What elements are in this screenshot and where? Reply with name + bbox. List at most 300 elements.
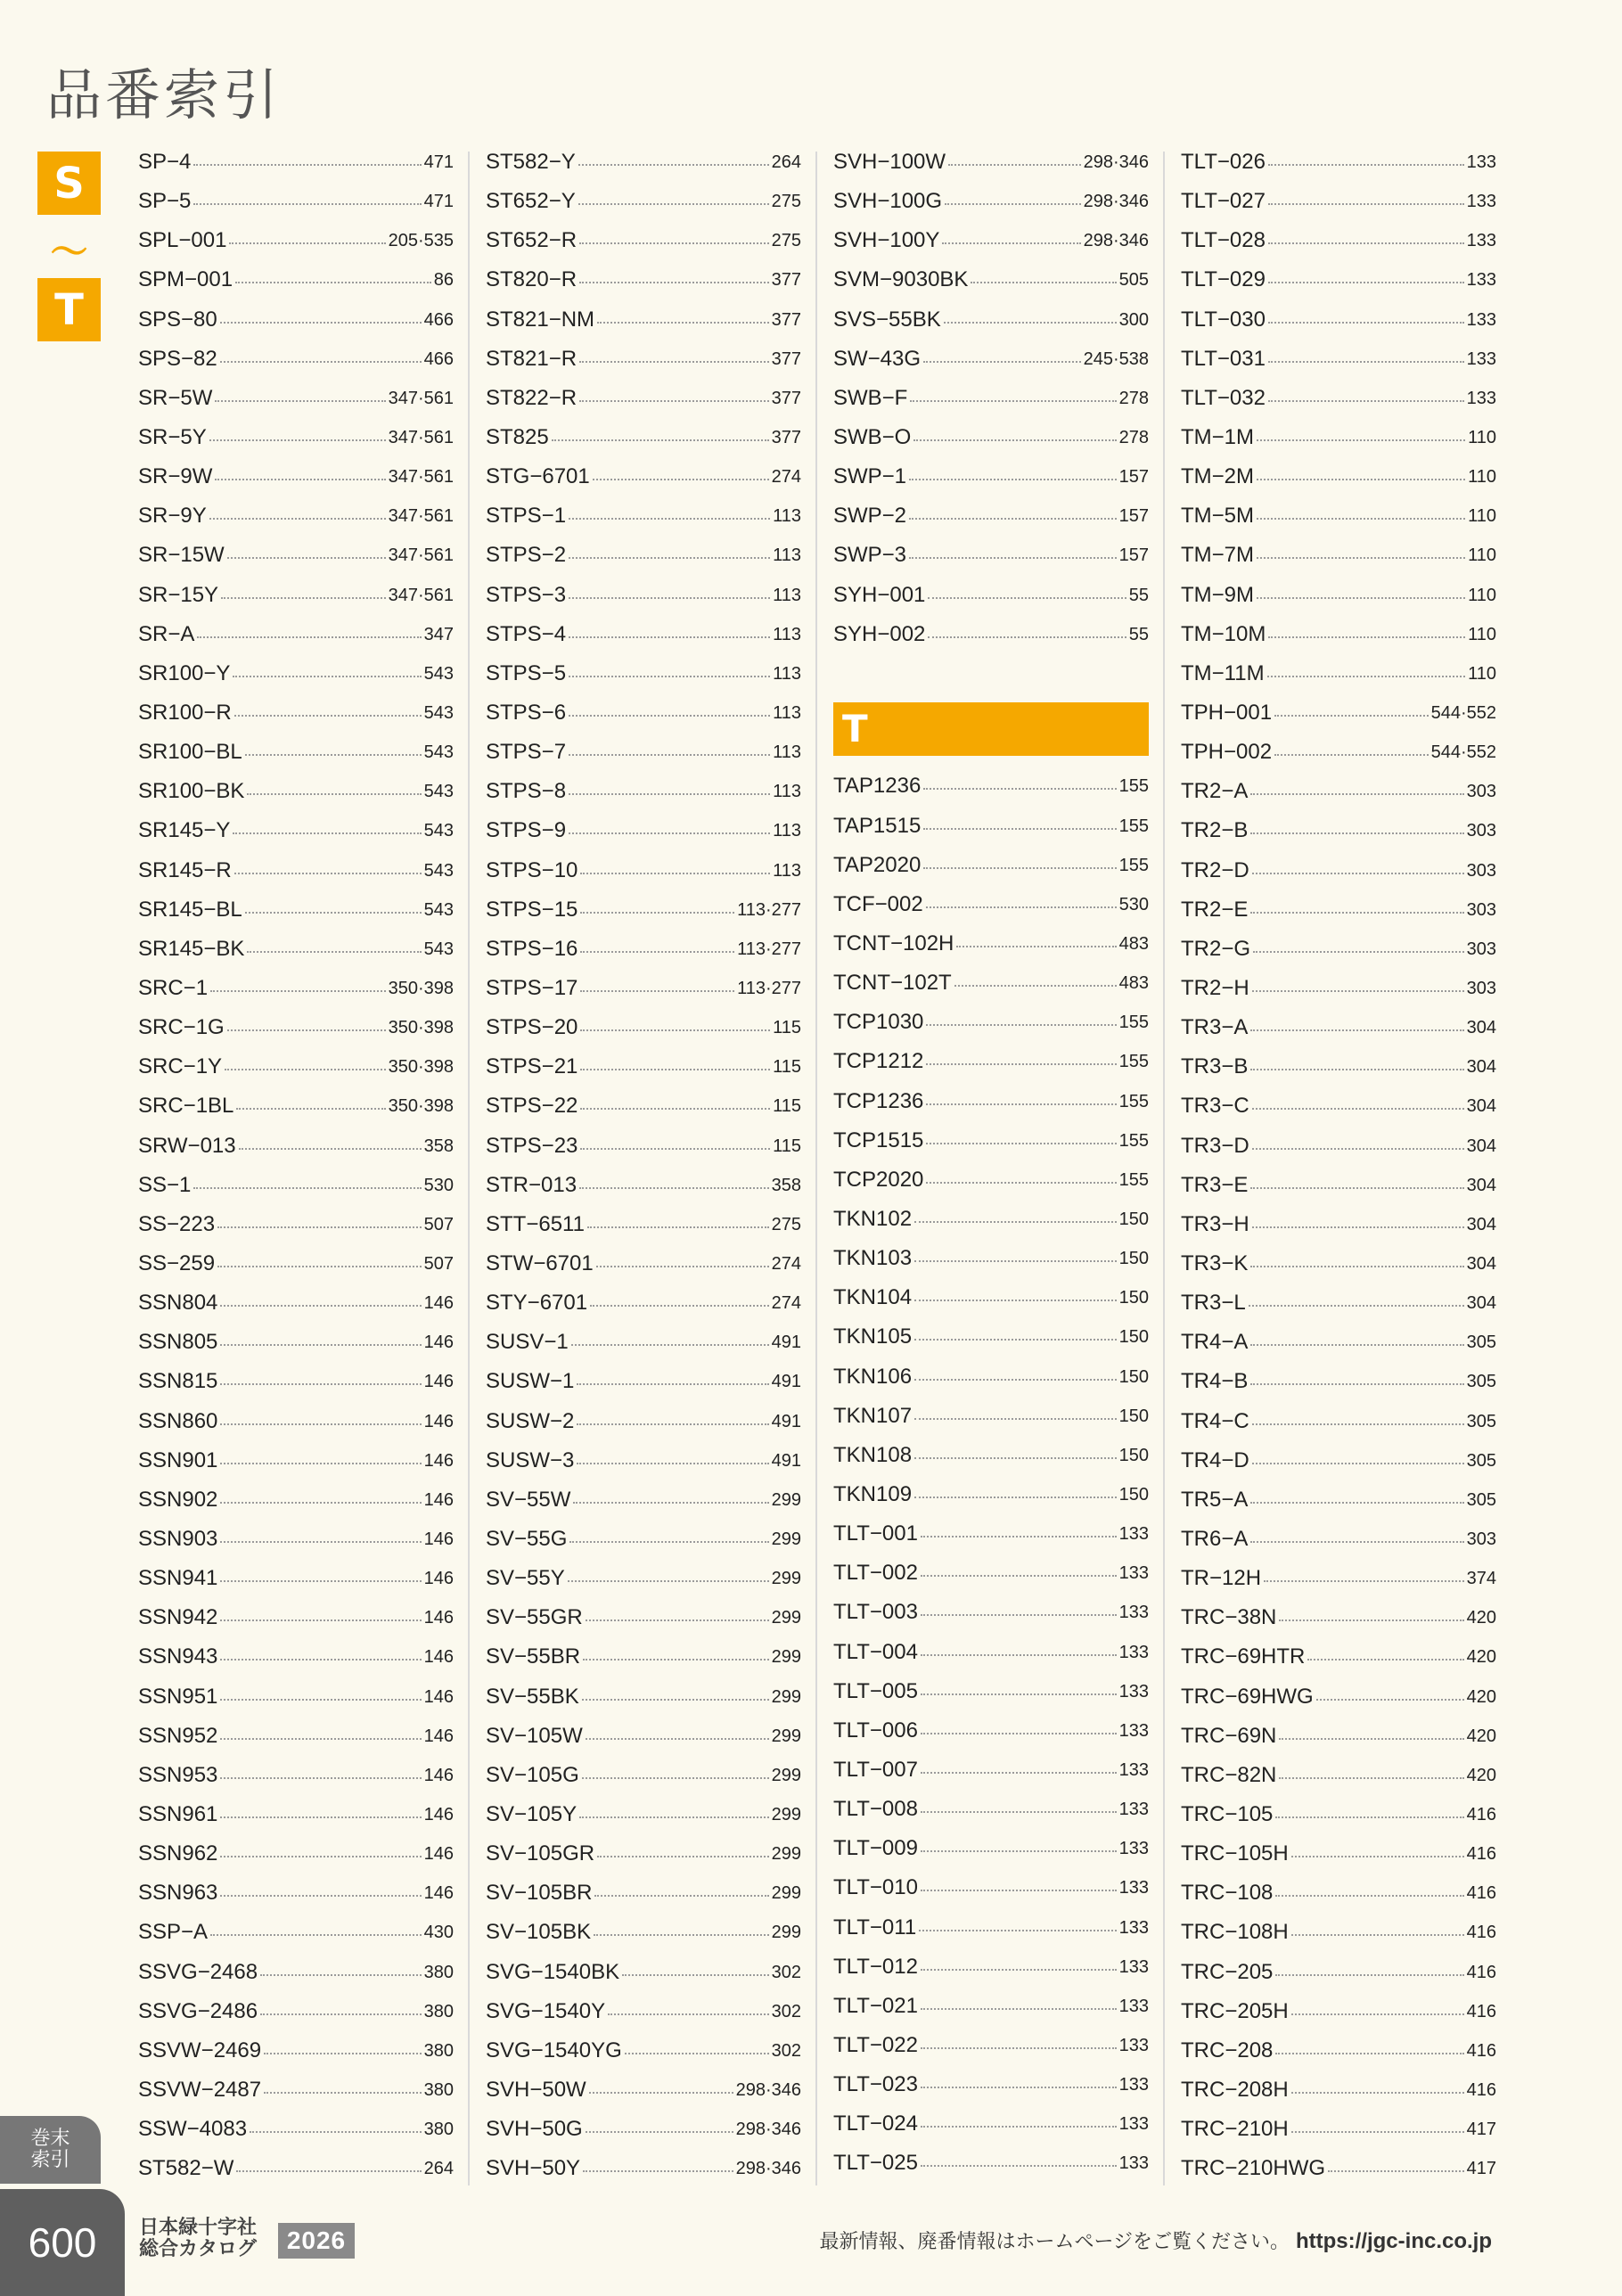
page-reference[interactable]: 155 <box>1118 1169 1149 1190</box>
page-reference[interactable]: 150 <box>1118 1327 1149 1348</box>
page-reference[interactable]: 347 <box>423 624 454 644</box>
page-reference[interactable]: 544·552 <box>1430 742 1496 763</box>
page-reference[interactable]: 491 <box>771 1332 801 1353</box>
index-entry[interactable] <box>833 1475 1149 1514</box>
page-reference[interactable]: 264 <box>423 2159 454 2179</box>
page-reference[interactable]: 299 <box>771 1883 801 1904</box>
index-entry[interactable] <box>1181 851 1496 890</box>
page-reference[interactable]: 113 <box>773 860 801 881</box>
index-entry[interactable] <box>1181 2070 1496 2110</box>
index-entry[interactable] <box>486 1637 801 1677</box>
page-reference[interactable]: 304 <box>1466 1018 1496 1038</box>
index-entry[interactable] <box>486 615 801 654</box>
page-reference[interactable]: 304 <box>1466 1136 1496 1156</box>
index-entry[interactable] <box>486 182 801 221</box>
index-entry[interactable] <box>1181 1637 1496 1677</box>
page-reference[interactable]: 150 <box>1118 1209 1149 1229</box>
page-reference[interactable]: 275 <box>771 192 801 212</box>
index-entry[interactable] <box>138 693 454 733</box>
page-reference[interactable]: 157 <box>1118 545 1149 566</box>
index-entry[interactable] <box>138 930 454 969</box>
index-entry[interactable] <box>833 1672 1149 1711</box>
index-entry[interactable] <box>833 143 1149 182</box>
index-entry[interactable] <box>1181 1913 1496 1952</box>
index-entry[interactable] <box>138 2110 454 2149</box>
index-entry[interactable] <box>833 1436 1149 1475</box>
index-entry[interactable] <box>833 1632 1149 1671</box>
page-reference[interactable]: 380 <box>423 2001 454 2021</box>
index-entry[interactable] <box>486 1402 801 1441</box>
page-reference[interactable]: 133 <box>1466 348 1496 369</box>
index-entry[interactable] <box>486 890 801 930</box>
page-reference[interactable]: 305 <box>1466 1489 1496 1510</box>
page-reference[interactable]: 417 <box>1466 2159 1496 2179</box>
index-entry[interactable] <box>833 418 1149 457</box>
index-entry[interactable] <box>486 379 801 418</box>
page-reference[interactable]: 133 <box>1118 1759 1149 1780</box>
page-reference[interactable]: 146 <box>423 1686 454 1707</box>
index-entry[interactable] <box>138 1677 454 1716</box>
page-reference[interactable]: 380 <box>423 2040 454 2061</box>
page-reference[interactable]: 110 <box>1468 467 1496 488</box>
index-entry[interactable] <box>138 1913 454 1952</box>
page-reference[interactable]: 358 <box>771 1175 801 1195</box>
page-reference[interactable]: 299 <box>771 1804 801 1824</box>
page-reference[interactable]: 299 <box>771 1608 801 1628</box>
index-entry[interactable] <box>833 807 1149 846</box>
index-entry[interactable] <box>486 2110 801 2149</box>
index-entry[interactable] <box>833 1987 1149 2026</box>
index-entry[interactable] <box>138 1952 454 1991</box>
index-letter-t-tab[interactable]: T <box>37 278 101 341</box>
page-reference[interactable]: 377 <box>771 388 801 408</box>
index-entry[interactable] <box>138 1166 454 1205</box>
page-reference[interactable]: 133 <box>1118 1524 1149 1545</box>
page-reference[interactable]: 377 <box>771 309 801 330</box>
index-entry[interactable] <box>486 1913 801 1952</box>
page-reference[interactable]: 113 <box>773 742 801 763</box>
index-entry[interactable] <box>833 1790 1149 1829</box>
page-reference[interactable]: 133 <box>1466 231 1496 251</box>
page-reference[interactable]: 302 <box>771 1962 801 1982</box>
page-reference[interactable]: 113 <box>773 506 801 527</box>
page-reference[interactable]: 86 <box>433 270 454 291</box>
index-entry[interactable] <box>486 1598 801 1637</box>
index-entry[interactable] <box>1181 1992 1496 2031</box>
index-entry[interactable] <box>1181 457 1496 496</box>
index-entry[interactable] <box>486 1874 801 1913</box>
page-reference[interactable]: 146 <box>423 1489 454 1510</box>
page-reference[interactable]: 113 <box>773 545 801 566</box>
page-reference[interactable]: 302 <box>771 2040 801 2061</box>
page-reference[interactable]: 303 <box>1466 782 1496 802</box>
index-entry[interactable] <box>1181 1008 1496 1047</box>
index-entry[interactable] <box>486 143 801 182</box>
index-entry[interactable] <box>1181 1127 1496 1166</box>
page-reference[interactable]: 113·277 <box>737 939 801 959</box>
page-reference[interactable]: 377 <box>771 428 801 448</box>
page-reference[interactable]: 245·538 <box>1083 348 1149 369</box>
page-reference[interactable]: 133 <box>1118 1956 1149 1977</box>
page-reference[interactable]: 110 <box>1468 663 1496 684</box>
page-reference[interactable]: 420 <box>1466 1608 1496 1628</box>
index-entry[interactable] <box>1181 811 1496 850</box>
index-entry[interactable] <box>1181 260 1496 299</box>
index-entry[interactable] <box>138 851 454 890</box>
page-reference[interactable]: 471 <box>423 152 454 173</box>
page-reference[interactable]: 347·561 <box>388 585 454 605</box>
index-entry[interactable] <box>833 1200 1149 1239</box>
index-entry[interactable] <box>1181 300 1496 340</box>
index-entry[interactable] <box>833 379 1149 418</box>
page-reference[interactable]: 146 <box>423 1293 454 1314</box>
page-reference[interactable]: 543 <box>423 742 454 763</box>
index-entry[interactable] <box>486 260 801 299</box>
index-entry[interactable] <box>1181 1717 1496 1756</box>
index-entry[interactable] <box>486 2149 801 2188</box>
page-reference[interactable]: 115 <box>773 1018 801 1038</box>
index-entry[interactable] <box>833 457 1149 496</box>
page-reference[interactable]: 110 <box>1468 545 1496 566</box>
index-entry[interactable] <box>1181 1677 1496 1716</box>
index-entry[interactable] <box>138 1834 454 1874</box>
page-reference[interactable]: 303 <box>1466 899 1496 920</box>
page-reference[interactable]: 110 <box>1468 585 1496 605</box>
index-entry[interactable] <box>1181 143 1496 182</box>
index-entry[interactable] <box>138 2031 454 2070</box>
page-reference[interactable]: 113 <box>773 821 801 841</box>
page-reference[interactable]: 543 <box>423 939 454 959</box>
index-entry[interactable] <box>138 418 454 457</box>
index-entry[interactable] <box>486 1047 801 1086</box>
index-entry[interactable] <box>833 885 1149 924</box>
page-reference[interactable]: 305 <box>1466 1450 1496 1471</box>
page-reference[interactable]: 483 <box>1118 973 1149 994</box>
index-entry[interactable] <box>1181 182 1496 221</box>
page-reference[interactable]: 150 <box>1118 1249 1149 1269</box>
page-reference[interactable]: 304 <box>1466 1175 1496 1195</box>
page-reference[interactable]: 113·277 <box>737 899 801 920</box>
index-entry[interactable] <box>138 654 454 693</box>
index-entry[interactable] <box>138 457 454 496</box>
page-reference[interactable]: 133 <box>1118 1642 1149 1662</box>
page-reference[interactable]: 115 <box>773 1096 801 1117</box>
index-entry[interactable] <box>486 1992 801 2031</box>
index-entry[interactable] <box>833 496 1149 536</box>
index-entry[interactable] <box>486 340 801 379</box>
page-reference[interactable]: 543 <box>423 703 454 724</box>
page-reference[interactable]: 133 <box>1118 1839 1149 1859</box>
index-entry[interactable] <box>138 1244 454 1283</box>
index-entry[interactable] <box>833 1239 1149 1278</box>
page-reference[interactable]: 350·398 <box>388 1057 454 1078</box>
index-entry[interactable] <box>138 1205 454 1244</box>
index-entry[interactable] <box>486 1205 801 1244</box>
page-reference[interactable]: 299 <box>771 1647 801 1668</box>
page-reference[interactable]: 543 <box>423 663 454 684</box>
index-entry[interactable] <box>833 576 1149 615</box>
page-reference[interactable]: 466 <box>423 309 454 330</box>
page-reference[interactable]: 347·561 <box>388 388 454 408</box>
page-reference[interactable]: 491 <box>771 1372 801 1392</box>
index-entry[interactable] <box>138 890 454 930</box>
page-reference[interactable]: 350·398 <box>388 979 454 999</box>
page-reference[interactable]: 417 <box>1466 2120 1496 2140</box>
page-reference[interactable]: 110 <box>1468 624 1496 644</box>
page-reference[interactable]: 544·552 <box>1430 703 1496 724</box>
page-reference[interactable]: 133 <box>1118 1720 1149 1741</box>
page-reference[interactable]: 304 <box>1466 1254 1496 1274</box>
page-reference[interactable]: 347·561 <box>388 545 454 566</box>
index-entry[interactable] <box>486 1086 801 1126</box>
index-entry[interactable] <box>486 772 801 811</box>
page-reference[interactable]: 133 <box>1118 1563 1149 1584</box>
page-reference[interactable]: 146 <box>423 1411 454 1431</box>
index-entry[interactable] <box>486 1323 801 1362</box>
index-entry[interactable] <box>138 1008 454 1047</box>
page-reference[interactable]: 133 <box>1118 2075 1149 2095</box>
index-entry[interactable] <box>486 1362 801 1401</box>
index-entry[interactable] <box>833 221 1149 260</box>
page-reference[interactable]: 133 <box>1118 1996 1149 2016</box>
index-entry[interactable] <box>138 536 454 575</box>
page-reference[interactable]: 275 <box>771 1214 801 1234</box>
page-reference[interactable]: 298·346 <box>735 2120 801 2140</box>
index-entry[interactable] <box>486 693 801 733</box>
page-reference[interactable]: 543 <box>423 821 454 841</box>
index-entry[interactable] <box>1181 2110 1496 2149</box>
page-reference[interactable]: 377 <box>771 348 801 369</box>
index-entry[interactable] <box>138 1127 454 1166</box>
page-reference[interactable]: 155 <box>1118 1091 1149 1111</box>
index-entry[interactable] <box>486 300 801 340</box>
index-entry[interactable] <box>486 496 801 536</box>
page-reference[interactable]: 507 <box>423 1254 454 1274</box>
page-reference[interactable]: 150 <box>1118 1445 1149 1465</box>
index-entry[interactable] <box>138 340 454 379</box>
page-reference[interactable]: 303 <box>1466 821 1496 841</box>
page-reference[interactable]: 300 <box>1118 309 1149 330</box>
index-entry[interactable] <box>1181 379 1496 418</box>
index-entry[interactable] <box>1181 1244 1496 1283</box>
page-reference[interactable]: 302 <box>771 2001 801 2021</box>
page-reference[interactable]: 113 <box>773 624 801 644</box>
page-reference[interactable]: 274 <box>771 467 801 488</box>
index-entry[interactable] <box>833 1081 1149 1120</box>
page-reference[interactable]: 304 <box>1466 1096 1496 1117</box>
page-reference[interactable]: 155 <box>1118 1130 1149 1151</box>
page-reference[interactable]: 298·346 <box>735 2159 801 2179</box>
page-reference[interactable]: 347·561 <box>388 467 454 488</box>
index-entry[interactable] <box>138 300 454 340</box>
page-reference[interactable]: 358 <box>423 1136 454 1156</box>
page-reference[interactable]: 133 <box>1466 309 1496 330</box>
page-reference[interactable]: 115 <box>773 1057 801 1078</box>
page-reference[interactable]: 377 <box>771 270 801 291</box>
index-entry[interactable] <box>138 1402 454 1441</box>
page-reference[interactable]: 157 <box>1118 467 1149 488</box>
page-reference[interactable]: 113 <box>773 782 801 802</box>
index-entry[interactable] <box>1181 1559 1496 1598</box>
index-entry[interactable] <box>138 260 454 299</box>
page-reference[interactable]: 264 <box>771 152 801 173</box>
page-reference[interactable]: 543 <box>423 860 454 881</box>
page-reference[interactable]: 133 <box>1118 2114 1149 2135</box>
page-reference[interactable]: 305 <box>1466 1411 1496 1431</box>
page-reference[interactable]: 133 <box>1466 192 1496 212</box>
index-entry[interactable] <box>138 1795 454 1834</box>
page-reference[interactable]: 146 <box>423 1569 454 1589</box>
page-reference[interactable]: 133 <box>1118 2035 1149 2055</box>
index-entry[interactable] <box>138 1323 454 1362</box>
page-reference[interactable]: 543 <box>423 782 454 802</box>
index-entry[interactable] <box>833 2026 1149 2065</box>
index-entry[interactable] <box>138 496 454 536</box>
index-entry[interactable] <box>486 733 801 772</box>
page-reference[interactable]: 113 <box>773 663 801 684</box>
page-reference[interactable]: 505 <box>1118 270 1149 291</box>
page-reference[interactable]: 146 <box>423 1529 454 1549</box>
page-reference[interactable]: 278 <box>1118 388 1149 408</box>
index-entry[interactable] <box>138 2070 454 2110</box>
index-entry[interactable] <box>138 1559 454 1598</box>
index-entry[interactable] <box>486 457 801 496</box>
page-reference[interactable]: 133 <box>1118 1800 1149 1820</box>
index-entry[interactable] <box>1181 890 1496 930</box>
page-reference[interactable]: 150 <box>1118 1366 1149 1387</box>
index-entry[interactable] <box>833 846 1149 885</box>
index-entry[interactable] <box>486 654 801 693</box>
index-entry[interactable] <box>486 1677 801 1716</box>
index-entry[interactable] <box>1181 536 1496 575</box>
page-reference[interactable]: 146 <box>423 1450 454 1471</box>
index-entry[interactable] <box>138 1362 454 1401</box>
index-entry[interactable] <box>833 1121 1149 1160</box>
index-entry[interactable] <box>833 300 1149 340</box>
page-reference[interactable]: 113·277 <box>737 979 801 999</box>
page-reference[interactable]: 304 <box>1466 1293 1496 1314</box>
index-entry[interactable] <box>138 1756 454 1795</box>
index-entry[interactable] <box>486 1166 801 1205</box>
page-reference[interactable]: 155 <box>1118 855 1149 875</box>
index-entry[interactable] <box>486 930 801 969</box>
index-entry[interactable] <box>833 1948 1149 1987</box>
index-entry[interactable] <box>486 418 801 457</box>
page-reference[interactable]: 304 <box>1466 1214 1496 1234</box>
index-entry[interactable] <box>138 1047 454 1086</box>
page-reference[interactable]: 380 <box>423 2079 454 2100</box>
page-reference[interactable]: 274 <box>771 1293 801 1314</box>
page-reference[interactable]: 146 <box>423 1883 454 1904</box>
index-entry[interactable] <box>833 615 1149 654</box>
index-entry[interactable] <box>833 1357 1149 1396</box>
page-reference[interactable]: 380 <box>423 1962 454 1982</box>
index-entry[interactable] <box>1181 1834 1496 1874</box>
index-entry[interactable] <box>486 969 801 1008</box>
index-entry[interactable] <box>138 1598 454 1637</box>
index-entry[interactable] <box>138 1283 454 1323</box>
page-reference[interactable]: 298·346 <box>1083 152 1149 173</box>
index-entry[interactable] <box>1181 1756 1496 1795</box>
website-link[interactable]: https://jgc-inc.co.jp <box>1296 2229 1492 2253</box>
index-entry[interactable] <box>833 1514 1149 1554</box>
page-reference[interactable]: 299 <box>771 1569 801 1589</box>
index-entry[interactable] <box>138 733 454 772</box>
index-entry[interactable] <box>486 1283 801 1323</box>
index-entry[interactable] <box>833 260 1149 299</box>
index-entry[interactable] <box>486 1008 801 1047</box>
index-entry[interactable] <box>833 1829 1149 1868</box>
page-reference[interactable]: 55 <box>1128 624 1149 644</box>
page-reference[interactable]: 347·561 <box>388 428 454 448</box>
page-reference[interactable]: 299 <box>771 1844 801 1865</box>
index-entry[interactable] <box>138 1520 454 1559</box>
index-entry[interactable] <box>138 182 454 221</box>
page-reference[interactable]: 304 <box>1466 1057 1496 1078</box>
page-reference[interactable]: 491 <box>771 1411 801 1431</box>
page-reference[interactable]: 303 <box>1466 860 1496 881</box>
index-entry[interactable] <box>1181 1874 1496 1913</box>
index-entry[interactable] <box>486 221 801 260</box>
index-entry[interactable] <box>486 1520 801 1559</box>
index-entry[interactable] <box>833 1042 1149 1081</box>
index-entry[interactable] <box>138 1717 454 1756</box>
page-reference[interactable]: 350·398 <box>388 1018 454 1038</box>
page-reference[interactable]: 146 <box>423 1844 454 1865</box>
index-entry[interactable] <box>138 1874 454 1913</box>
index-entry[interactable] <box>1181 772 1496 811</box>
index-entry[interactable] <box>1181 1520 1496 1559</box>
page-reference[interactable]: 146 <box>423 1726 454 1746</box>
index-entry[interactable] <box>833 2104 1149 2144</box>
page-reference[interactable]: 416 <box>1466 2040 1496 2061</box>
index-entry[interactable] <box>1181 418 1496 457</box>
index-entry[interactable] <box>138 1637 454 1677</box>
index-entry[interactable] <box>138 969 454 1008</box>
page-reference[interactable]: 155 <box>1118 1013 1149 1033</box>
index-entry[interactable] <box>833 182 1149 221</box>
page-reference[interactable]: 155 <box>1118 776 1149 797</box>
index-entry[interactable] <box>1181 1362 1496 1401</box>
index-entry[interactable] <box>486 1952 801 1991</box>
index-entry[interactable] <box>833 924 1149 964</box>
page-reference[interactable]: 150 <box>1118 1406 1149 1426</box>
index-entry[interactable] <box>833 1317 1149 1357</box>
page-reference[interactable]: 466 <box>423 348 454 369</box>
page-reference[interactable]: 150 <box>1118 1288 1149 1308</box>
page-reference[interactable]: 299 <box>771 1529 801 1549</box>
page-reference[interactable]: 146 <box>423 1372 454 1392</box>
appendix-index-tab[interactable] <box>0 2116 101 2184</box>
page-reference[interactable]: 416 <box>1466 1844 1496 1865</box>
index-entry[interactable] <box>486 1717 801 1756</box>
index-entry[interactable] <box>138 811 454 850</box>
page-reference[interactable]: 416 <box>1466 1804 1496 1824</box>
page-reference[interactable]: 133 <box>1466 152 1496 173</box>
index-entry[interactable] <box>138 1441 454 1480</box>
page-reference[interactable]: 133 <box>1118 1917 1149 1938</box>
index-entry[interactable] <box>1181 693 1496 733</box>
index-entry[interactable] <box>1181 733 1496 772</box>
index-entry[interactable] <box>1181 1402 1496 1441</box>
index-entry[interactable] <box>1181 1441 1496 1480</box>
index-entry[interactable] <box>1181 1480 1496 1520</box>
page-reference[interactable]: 115 <box>773 1136 801 1156</box>
page-reference[interactable]: 133 <box>1466 388 1496 408</box>
page-reference[interactable]: 146 <box>423 1608 454 1628</box>
index-entry[interactable] <box>1181 496 1496 536</box>
index-entry[interactable] <box>833 2144 1149 2183</box>
